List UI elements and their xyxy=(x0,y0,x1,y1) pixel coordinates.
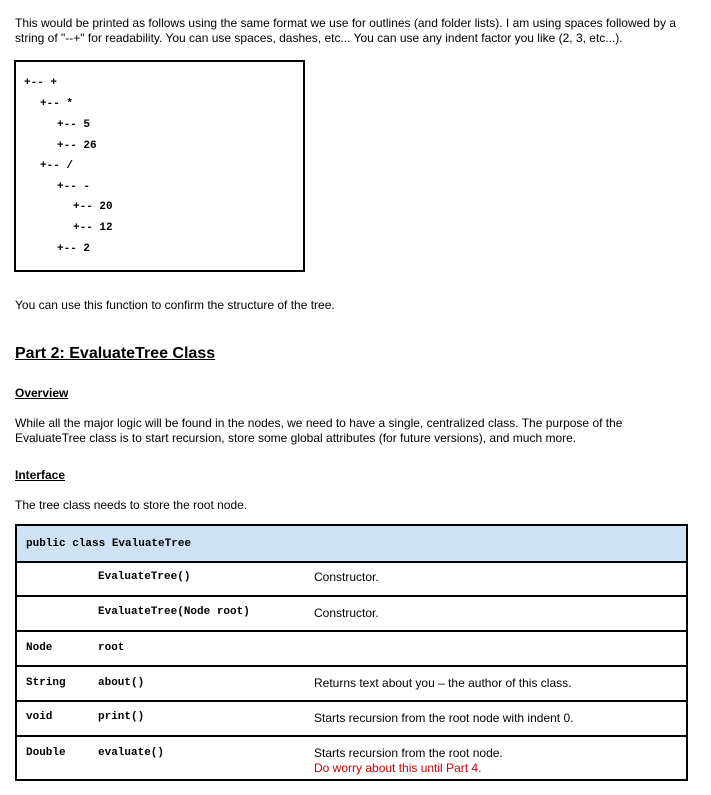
tree-line: +-- + xyxy=(24,77,58,89)
member-type: Double xyxy=(26,747,66,759)
member-description: Returns text about you – the author of this class. xyxy=(314,676,572,690)
tree-line: +-- 5 xyxy=(57,119,91,131)
table-row xyxy=(17,561,686,597)
member-description: Starts recursion from the root node. xyxy=(314,746,503,760)
intro-paragraph: This would be printed as follows using the same format we use for outlines (and folder lists). I am using spaces followed by a string of "--+" for readability. You can use spaces, dashes, etc... You can use any indent factor you like (2, 3, etc...). xyxy=(15,16,676,45)
member-description: Constructor. xyxy=(314,570,379,584)
member-name: about() xyxy=(98,677,145,689)
table-row xyxy=(17,737,686,779)
interface-heading: Interface xyxy=(15,468,66,482)
table-row xyxy=(17,632,686,667)
interface-paragraph: The tree class needs to store the root node. xyxy=(15,498,248,512)
member-name: print() xyxy=(98,711,145,723)
table-header-row xyxy=(17,526,686,563)
class-declaration: public class EvaluateTree xyxy=(26,538,192,550)
member-name: EvaluateTree() xyxy=(98,571,191,583)
overview-paragraph: While all the major logic will be found in the nodes, we need to have a single, centralized class. The purpose of the EvaluateTree class is to start recursion, store some global attributes (for future versions), and much more. xyxy=(15,416,623,445)
tree-line: +-- 26 xyxy=(57,140,97,152)
member-name: EvaluateTree(Node root) xyxy=(98,606,250,618)
warning-note: Do worry about this until Part 4. xyxy=(314,761,482,775)
confirm-paragraph: You can use this function to confirm the structure of the tree. xyxy=(15,298,335,312)
member-type: void xyxy=(26,711,53,723)
tree-line: +-- - xyxy=(57,181,91,193)
tree-line: +-- 2 xyxy=(57,243,91,255)
tree-output-box xyxy=(14,60,305,272)
part-heading: Part 2: EvaluateTree Class xyxy=(15,345,216,362)
tree-line: +-- / xyxy=(40,160,74,172)
tree-line: +-- 12 xyxy=(73,222,113,234)
member-description: Constructor. xyxy=(314,606,379,620)
tree-line: +-- 20 xyxy=(73,201,113,213)
tree-line: +-- * xyxy=(40,98,74,110)
class-interface-table xyxy=(15,524,688,781)
table-row xyxy=(17,702,686,737)
table-row xyxy=(17,667,686,702)
table-row xyxy=(17,597,686,632)
member-type: Node xyxy=(26,642,53,654)
member-name: root xyxy=(98,642,125,654)
member-name: evaluate() xyxy=(98,747,165,759)
member-type: String xyxy=(26,677,66,689)
member-description-block xyxy=(314,746,674,776)
overview-heading: Overview xyxy=(15,386,69,400)
member-description: Starts recursion from the root node with indent 0. xyxy=(314,711,574,725)
